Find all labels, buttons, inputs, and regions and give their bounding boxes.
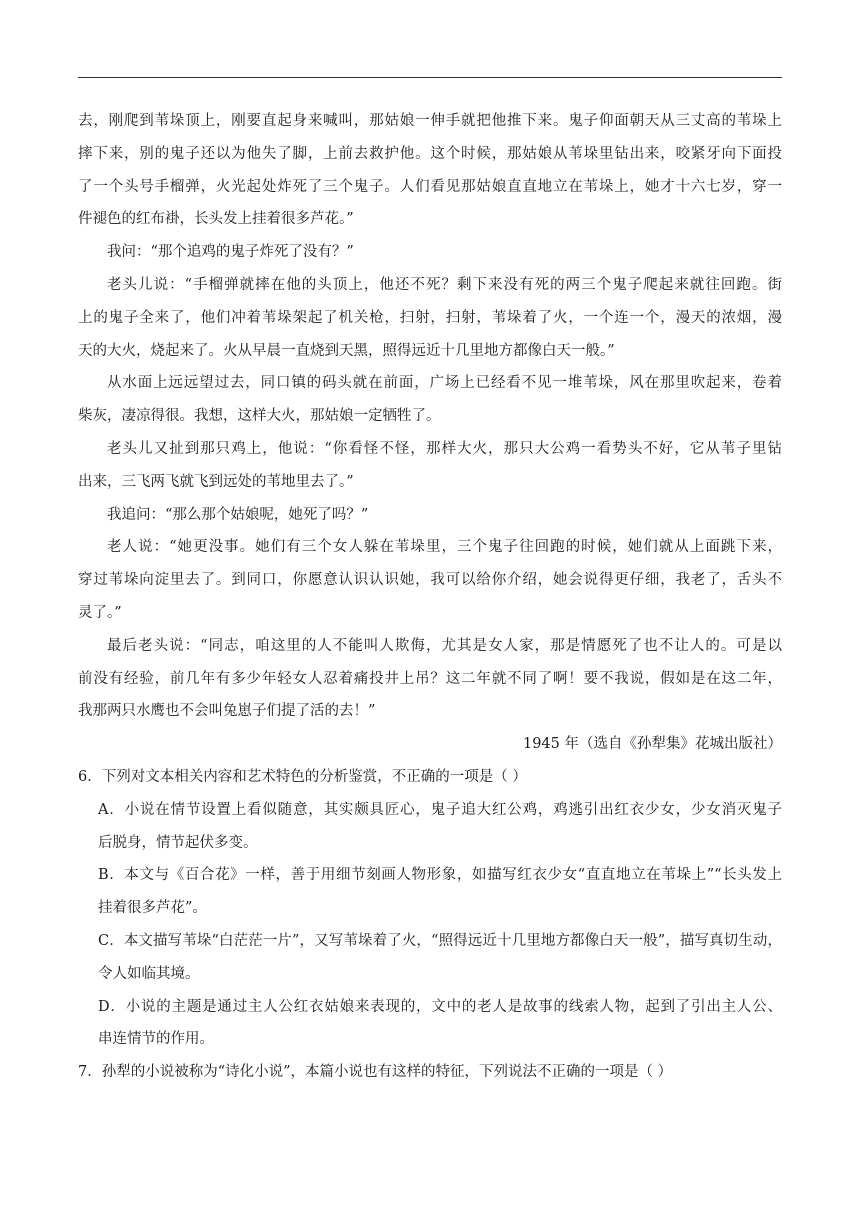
- document-body: [78, 105, 782, 1089]
- story-line: 我那两只水鹰也不会叫兔崽子们提了活的去！”: [78, 703, 376, 720]
- header-rule: [78, 77, 782, 78]
- story-line: 灵了。”: [78, 604, 122, 621]
- question-6: [78, 761, 782, 1056]
- option-a-line-2: 后脱身，情节起伏多变。: [98, 834, 258, 851]
- option-c-line-1: C．本文描写苇垛“白茫茫一片”，又写苇垛着了火，“照得远近十几里地方都像白天一般”，描写真切生动，: [98, 932, 782, 949]
- story-line: 穿过苇垛向淀里去了。到同口，你愿意认识认识她，我可以给你介绍，她会说得更仔细，我老了，舌头不: [78, 572, 782, 589]
- option-d-line-2: 串连情节的作用。: [98, 1031, 214, 1048]
- option-d-line-1: D．小说的主题是通过主人公红衣姑娘来表现的，文中的老人是故事的线索人物，起到了引出主人公、: [98, 998, 782, 1015]
- story-line: 摔下来，别的鬼子还以为他失了脚，上前去救护他。这个时候，那姑娘从苇垛里钻出来，咬紧牙向下面投: [78, 145, 782, 162]
- story-line: 去，刚爬到苇垛顶上，刚要直起身来喊叫，那姑娘一伸手就把他推下来。鬼子仰面朝天从三丈高的苇垛上: [78, 113, 782, 129]
- story-line: 柴灰，凄凉得很。我想，这样大火，那姑娘一定牺牲了。: [78, 408, 441, 425]
- story-line: 件褪色的红布褂，长头发上挂着很多芦花。”: [78, 211, 354, 228]
- story-line: 老头儿又扯到那只鸡上，他说：“你看怪不怪，那样大火，那只大公鸡一看势头不好，它从苇子里钻: [107, 440, 782, 457]
- story-passage: [78, 105, 782, 761]
- option-a-line-1: A．小说在情节设置上看似随意，其实颇具匠心，鬼子追大红公鸡，鸡逃引出红衣少女，少女消灭鬼子: [98, 801, 782, 818]
- option-b-line-2: 挂着很多芦花”。: [98, 900, 207, 917]
- source-citation: 1945 年（选自《孙犁集》花城出版社）: [522, 736, 782, 753]
- story-line: 出来，三飞两飞就飞到远处的苇地里去了。”: [78, 473, 354, 490]
- option-c-line-2: 令人如临其境。: [98, 965, 200, 982]
- story-line: 上的鬼子全来了，他们冲着苇垛架起了机关枪，扫射，扫射，苇垛着了火，一个连一个，漫天的浓烟，漫: [78, 309, 782, 326]
- story-line: 前没有经验，前几年有多少年轻女人忍着痛投井上吊？这二年就不同了啊！要不我说，假如是在这二年，: [78, 670, 782, 687]
- story-line: 我追问：“那么那个姑娘呢，她死了吗？”: [107, 506, 369, 523]
- question-stem: 6．下列对文本相关内容和艺术特色的分析鉴赏，不正确的一项是（ ）: [78, 768, 527, 785]
- story-line: 天的大火，烧起来了。火从早晨一直烧到天黑，照得远近十几里地方都像白天一般。”: [78, 342, 615, 359]
- story-line: 老人说：“她更没事。她们有三个女人躲在苇垛里，三个鬼子往回跑的时候，她们就从上面跳下来，: [107, 539, 782, 556]
- story-line: 我问：“那个追鸡的鬼子炸死了没有？”: [107, 244, 354, 261]
- story-line: 最后老头说：“同志，咱这里的人不能叫人欺侮，尤其是女人家，那是情愿死了也不让人的。可是以: [107, 637, 782, 654]
- story-line: 老头儿说：“手榴弹就摔在他的头顶上，他还不死？剩下来没有死的两三个鬼子爬起来就往回跑。街: [107, 276, 782, 293]
- question-7: [78, 1056, 782, 1089]
- option-b-line-1: B．本文与《百合花》一样，善于用细节刻画人物形象，如描写红衣少女“直直地立在苇垛上”“长头发上: [98, 867, 782, 884]
- story-line: 了一个头号手榴弹，火光起处炸死了三个鬼子。人们看见那姑娘直直地立在苇垛上，她才十六七岁，穿一: [78, 178, 782, 195]
- story-line: 从水面上远远望过去，同口镇的码头就在前面，广场上已经看不见一堆苇垛，风在那里吹起来，卷着: [107, 375, 782, 392]
- question-stem: 7．孙犁的小说被称为“诗化小说”，本篇小说也有这样的特征，下列说法不正确的一项是（ ）: [78, 1064, 673, 1081]
